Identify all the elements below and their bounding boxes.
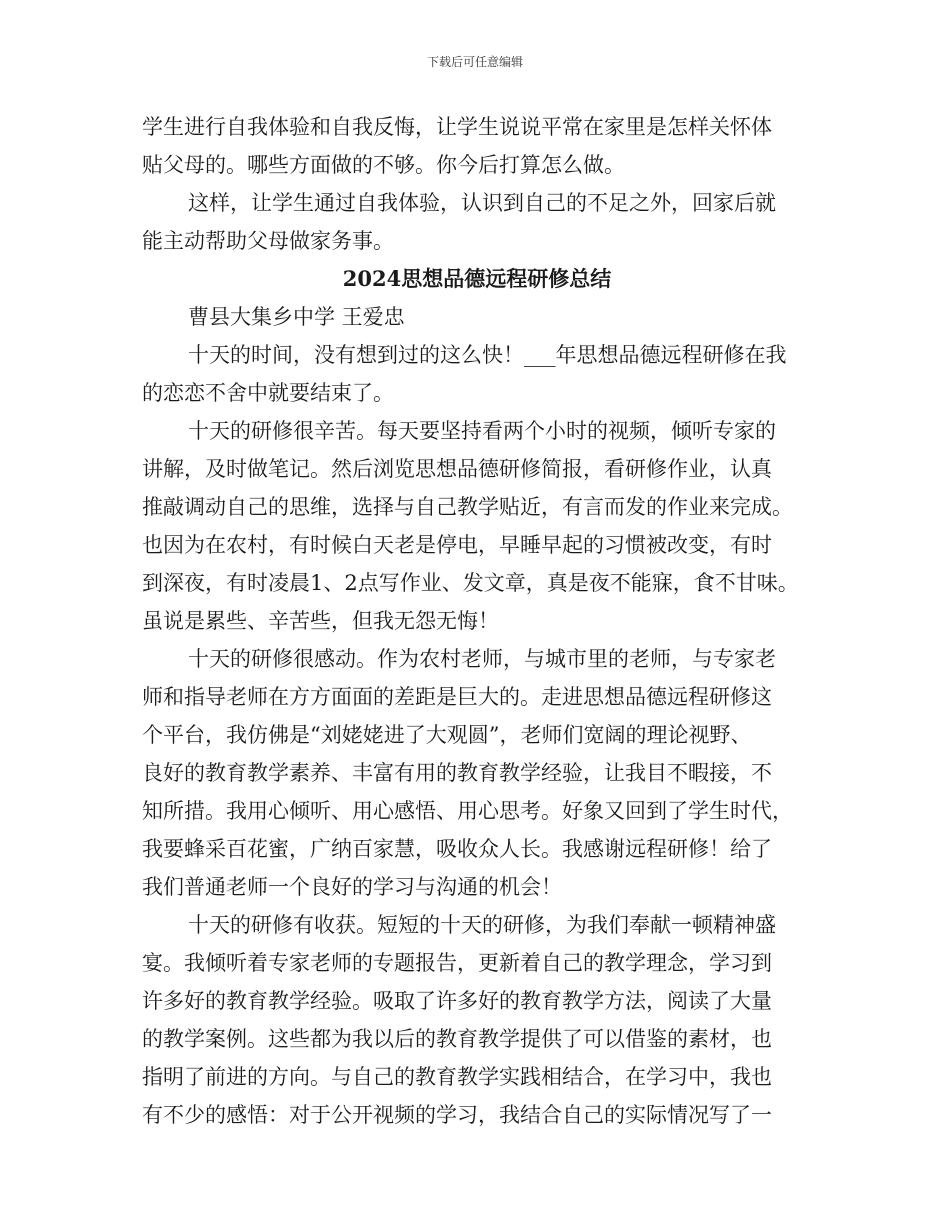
text-line: 我们普通老师一个良好的学习与沟通的机会！ (142, 875, 562, 899)
text-line: 推敲调动自己的思维，选择与自己教学贴近，有言而发的作业来完成。 (142, 495, 793, 519)
text-line: 贴父母的。哪些方面做的不够。你今后打算怎么做。 (142, 153, 625, 177)
text-line: 十天的研修有收获。短短的十天的研修，为我们奉献一顿精神盛 (188, 913, 776, 937)
text-line: 虽说是累些、辛苦些，但我无怨无悔！ (142, 609, 499, 633)
text-line: 十天的研修很感动。作为农村老师，与城市里的老师，与专家老 (188, 647, 776, 671)
text-line: 师和指导老师在方方面面的差距是巨大的。走进思想品德远程研修这 (142, 685, 772, 709)
page-header: 下载后可任意编辑 (426, 55, 523, 69)
text-line: 学生进行自我体验和自我反悔，让学生说说平常在家里是怎样关怀体 (142, 115, 772, 139)
text-line: 讲解，及时做笔记。然后浏览思想品德研修简报，看研修作业，认真 (142, 457, 772, 481)
text-line: 指明了前进的方向。与自己的教育教学实践相结合，在学习中，我也 (142, 1065, 772, 1089)
text-line: 有不少的感悟：对于公开视频的学习，我结合自己的实际情况写了一 (142, 1103, 772, 1127)
text-line: 到深夜，有时凌晨1、2点写作业、发文章，真是夜不能寐，食不甘味。 (142, 571, 799, 595)
text-line: 能主动帮助父母做家务事。 (142, 229, 394, 253)
text-line: 这样，让学生通过自我体验，认识到自己的不足之外，回家后就 (188, 191, 776, 215)
text-line: 十天的研修很辛苦。每天要坚持看两个小时的视频，倾听专家的 (188, 419, 776, 443)
text-line: 的恋恋不舍中就要结束了。 (142, 381, 394, 405)
document-body (142, 108, 812, 1134)
text-line: 许多好的教育教学经验。吸取了许多好的教育教学方法，阅读了大量 (142, 989, 772, 1013)
text-line: 宴。我倾听着专家老师的专题报告，更新着自己的教学理念，学习到 (142, 951, 772, 975)
text-line: 良好的教育教学素养、丰富有用的教育教学经验，让我目不暇接，不 (142, 761, 772, 785)
text-line: 知所措。我用心倾听、用心感悟、用心思考。好象又回到了学生时代， (142, 799, 793, 823)
text-line: 的教学案例。这些都为我以后的教育教学提供了可以借鉴的素材，也 (142, 1027, 772, 1051)
text-line: 十天的时间，没有想到过的这么快！___年思想品德远程研修在我 (188, 343, 787, 367)
document-title: 2024思想品德远程研修总结 (342, 266, 612, 291)
text-line: 个平台，我仿佛是“刘姥姥进了大观圆”，老师们宽阔的理论视野、 (142, 723, 752, 747)
text-line: 也因为在农村，有时候白天老是停电，早睡早起的习惯被改变，有时 (142, 533, 772, 557)
text-line: 我要蜂采百花蜜，广纳百家慧，吸收众人长。我感谢远程研修！给了 (142, 837, 772, 861)
author-line: 曹县大集乡中学 王爱忠 (188, 305, 405, 329)
